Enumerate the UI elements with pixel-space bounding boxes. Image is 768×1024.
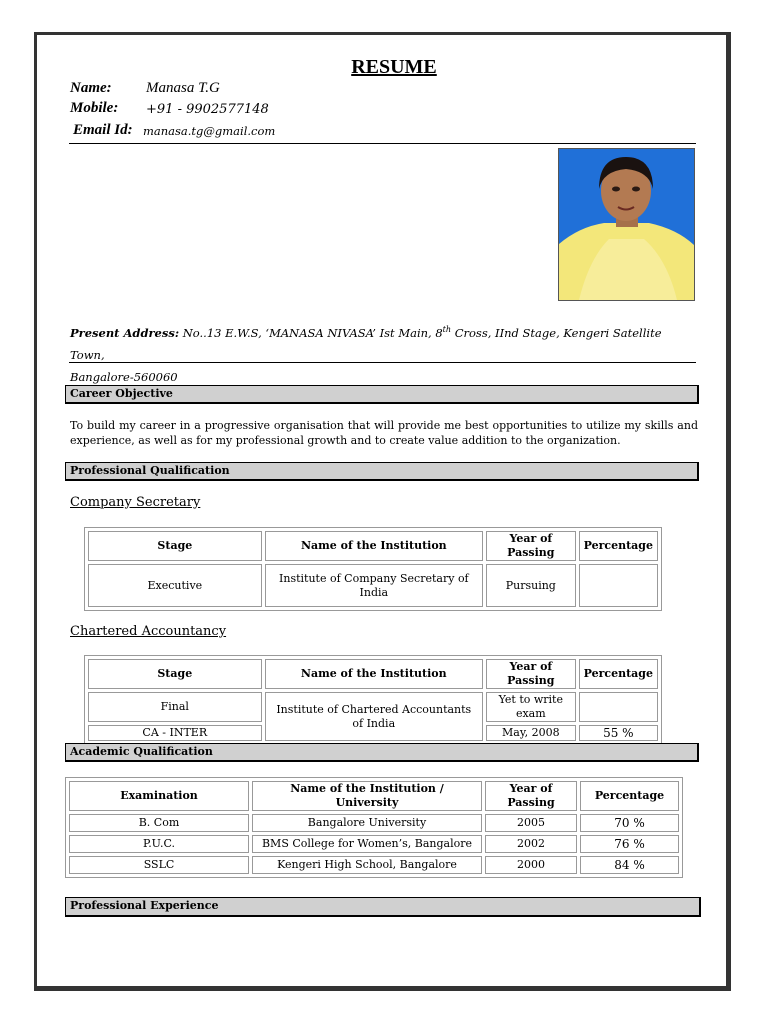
cell-year: 2005 — [485, 814, 577, 832]
table-row — [69, 814, 679, 832]
address-label: Present Address: — [70, 325, 180, 340]
cell-percentage — [579, 564, 658, 607]
header-cell: Percentage — [579, 531, 658, 561]
cell-percentage: 84 % — [580, 856, 679, 874]
company-secretary-table — [84, 527, 662, 611]
table-row — [88, 692, 658, 722]
career-objective-heading: Career Objective — [65, 385, 699, 404]
header-cell: Percentage — [580, 781, 679, 811]
cell-percentage: 70 % — [580, 814, 679, 832]
table-row — [69, 856, 679, 874]
chartered-accountancy-table — [84, 655, 662, 745]
header-cell: Year of Passing — [485, 781, 577, 811]
cell-year: 2000 — [485, 856, 577, 874]
header-cell: Name of the Institution — [265, 531, 483, 561]
header-cell: Stage — [88, 659, 262, 689]
company-secretary-title: Company Secretary — [70, 495, 201, 510]
header-cell: Name of the Institution / University — [252, 781, 482, 811]
academic-qualification-table — [65, 777, 683, 878]
profile-photo — [558, 148, 695, 301]
table-row — [69, 835, 679, 853]
header-cell: Examination — [69, 781, 249, 811]
professional-experience-heading: Professional Experience — [65, 897, 701, 917]
cell-exam: P.U.C. — [69, 835, 249, 853]
chartered-accountancy-title: Chartered Accountancy — [70, 624, 227, 639]
email-label: Email Id: — [73, 122, 133, 138]
table-header-row — [88, 659, 658, 689]
cell-stage: Final — [88, 692, 262, 722]
cell-institution: Institute of Chartered Accountants of India — [265, 692, 483, 741]
career-objective-text: To build my career in a progressive organisation that will provide me best opportunities to utilize my skills and experience, as well as for my professional growth and to create value addition to the organization. — [70, 419, 698, 447]
mobile-value: +91 - 9902577148 — [146, 102, 269, 117]
mobile-label: Mobile: — [70, 100, 119, 116]
cell-stage: Executive — [88, 564, 262, 607]
email-value: manasa.tg@gmail.com — [143, 124, 276, 138]
address-line-1: No..13 E.W.S, ‘MANASA NIVASA’ Ist Main, 8 — [182, 325, 443, 340]
address-superscript: th — [442, 325, 452, 334]
cell-stage: CA - INTER — [88, 725, 262, 741]
cell-year: Yet to write exam — [486, 692, 576, 722]
address-line-1b: Cross, IInd Stage, Kengeri Satellite Town, — [70, 325, 662, 362]
address-line-2: Bangalore-560060 — [70, 369, 178, 384]
name-label: Name: — [70, 80, 112, 96]
header-cell: Year of Passing — [486, 659, 576, 689]
contact-divider — [69, 143, 696, 144]
address-divider — [69, 362, 696, 363]
cell-year: Pursuing — [486, 564, 576, 607]
cell-exam: B. Com — [69, 814, 249, 832]
cell-institution: Institute of Company Secretary of India — [265, 564, 483, 607]
cell-year: 2002 — [485, 835, 577, 853]
resume-title: RESUME — [351, 56, 437, 78]
cell-institution: Bangalore University — [252, 814, 482, 832]
header-cell: Year of Passing — [486, 531, 576, 561]
academic-qualification-heading: Academic Qualification — [65, 743, 699, 762]
cell-institution: Kengeri High School, Bangalore — [252, 856, 482, 874]
present-address — [70, 319, 690, 388]
cell-percentage: 55 % — [579, 725, 658, 741]
cell-institution: BMS College for Women’s, Bangalore — [252, 835, 482, 853]
cell-exam: SSLC — [69, 856, 249, 874]
table-header-row — [69, 781, 679, 811]
header-cell: Name of the Institution — [265, 659, 483, 689]
cell-year: May, 2008 — [486, 725, 576, 741]
name-value: Manasa T.G — [146, 80, 220, 96]
header-cell: Percentage — [579, 659, 658, 689]
header-cell: Stage — [88, 531, 262, 561]
professional-qualification-heading: Professional Qualification — [65, 462, 699, 481]
cell-percentage: 76 % — [580, 835, 679, 853]
table-row — [88, 564, 658, 607]
cell-percentage — [579, 692, 658, 722]
table-header-row — [88, 531, 658, 561]
